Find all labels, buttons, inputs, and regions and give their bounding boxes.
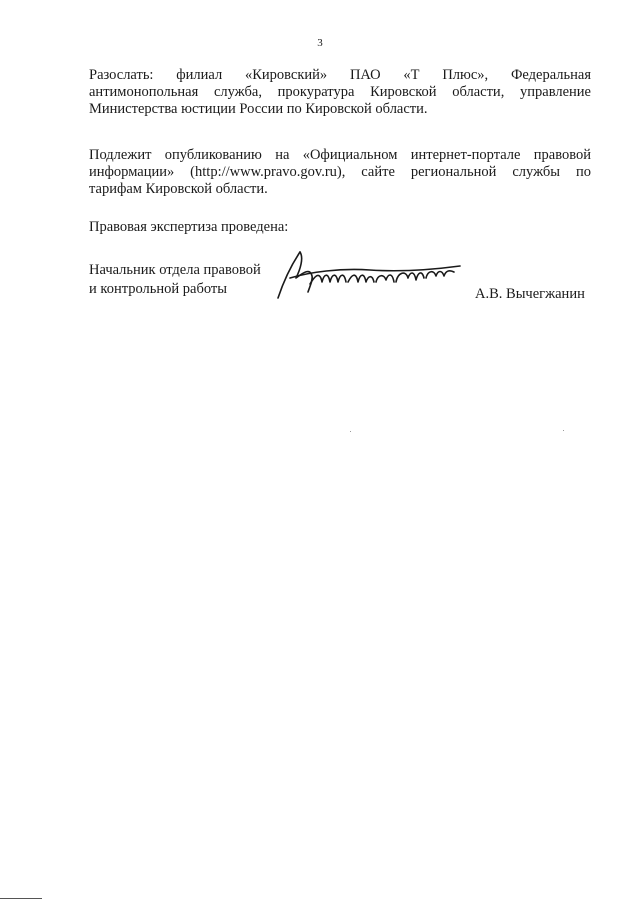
page-number: 3 <box>317 37 323 49</box>
publication-line: тарифам Кировской области. <box>89 181 268 197</box>
publication-line: информации» (http://www.pravo.gov.ru), сайте региональной службы по <box>89 164 591 180</box>
handwritten-signature-icon <box>270 248 470 304</box>
scan-speck <box>350 431 351 432</box>
position-line: Начальник отдела правовой <box>89 262 261 278</box>
scan-speck <box>563 430 564 431</box>
distribution-line: антимонопольная служба, прокуратура Кировской области, управление <box>89 84 591 100</box>
legal-expertise-note: Правовая экспертиза проведена: <box>89 219 289 235</box>
distribution-line: Министерства юстиции России по Кировской области. <box>89 101 428 117</box>
signatory-name: А.В. Вычегжанин <box>475 286 585 302</box>
publication-paragraph <box>89 147 591 198</box>
scan-edge-mark <box>0 898 42 899</box>
position-line: и контрольной работы <box>89 281 227 297</box>
publication-line: Подлежит опубликованию на «Официальном интернет-портале правовой <box>89 147 591 163</box>
signatory-position <box>89 261 261 299</box>
distribution-line: Разослать: филиал «Кировский» ПАО «Т Плюс», Федеральная <box>89 67 591 83</box>
distribution-paragraph <box>89 67 591 118</box>
